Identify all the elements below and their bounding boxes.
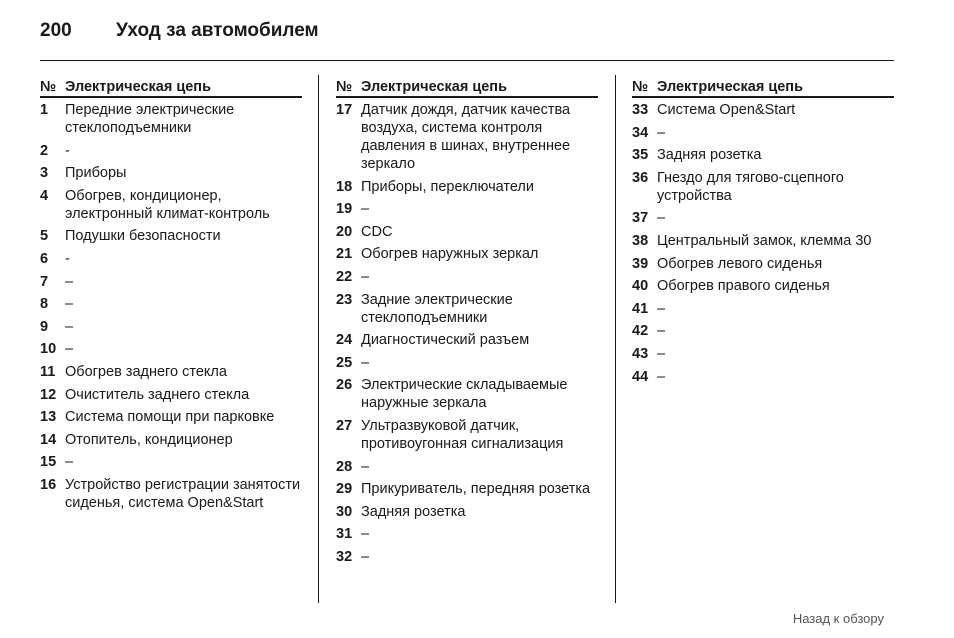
fuse-row: [40, 363, 302, 381]
circuit-name: –: [65, 273, 74, 290]
circuit-name: -: [65, 142, 70, 159]
fuse-row: [336, 525, 598, 543]
circuit-name: Датчик дождя, датчик качества воздуха, система контроля давления в шинах, внутреннее зеркало: [361, 102, 571, 172]
circuit-name: Обогрев заднего стекла: [65, 363, 227, 380]
fuse-number: 3: [40, 165, 49, 182]
circuit-name: CDC: [361, 223, 393, 240]
fuse-row: [632, 345, 894, 363]
column-divider: [318, 75, 319, 603]
fuse-row: [40, 295, 302, 313]
fuse-row: [40, 227, 302, 245]
fuse-number: 28: [336, 458, 353, 475]
circuit-name: Обогрев левого сиденья: [657, 255, 823, 272]
fuse-row: [336, 223, 598, 241]
circuit-name: Электрические складываемые наружные зеркала: [361, 377, 568, 412]
column-header: [632, 79, 894, 98]
circuit-name: Система помощи при парковке: [65, 409, 275, 426]
fuse-row: [40, 476, 302, 512]
column-header-label: Электрическая цепь: [65, 79, 211, 95]
fuse-row: [336, 178, 598, 196]
circuit-name: Передние электрические стеклоподъемники: [65, 102, 235, 136]
fuse-row: [336, 200, 598, 218]
fuse-number: 22: [336, 268, 353, 285]
circuit-name: –: [65, 454, 74, 471]
fuse-number: 17: [336, 102, 353, 118]
fuse-number: 32: [336, 548, 353, 565]
fuse-number: 34: [632, 124, 649, 141]
fuse-number: 36: [632, 169, 649, 186]
column-header-label: Электрическая цепь: [657, 79, 803, 95]
circuit-name: Очиститель заднего стекла: [65, 386, 250, 403]
circuit-name: –: [65, 341, 74, 358]
circuit-name: Отопитель, кондиционер: [65, 431, 233, 448]
page-number: 200: [40, 20, 72, 41]
fuse-row: [336, 503, 598, 521]
circuit-name: –: [361, 526, 370, 543]
fuse-row: [336, 548, 598, 566]
circuit-name: –: [657, 210, 666, 227]
fuse-number: 23: [336, 291, 353, 308]
fuse-column-2: [336, 79, 598, 571]
fuse-number: 12: [40, 386, 57, 403]
fuse-row: [632, 209, 894, 227]
fuse-row: [336, 458, 598, 476]
fuse-number: 6: [40, 250, 49, 267]
circuit-name: –: [361, 548, 370, 565]
circuit-name: –: [657, 368, 666, 385]
fuse-number: 26: [336, 377, 353, 394]
fuse-row: [40, 142, 302, 160]
fuse-column-3: [632, 79, 894, 390]
fuse-row: [336, 480, 598, 498]
column-header: [40, 79, 302, 98]
column-header-label: Электрическая цепь: [361, 79, 507, 95]
fuse-number: 33: [632, 102, 649, 118]
fuse-number: 40: [632, 278, 649, 295]
circuit-name: Ультразвуковой датчик, противоугонная сигнализация: [361, 417, 564, 452]
fuse-row: [336, 331, 598, 349]
circuit-name: Подушки безопасности: [65, 228, 221, 245]
fuse-row: [632, 124, 894, 142]
circuit-name: Обогрев правого сиденья: [657, 278, 830, 295]
circuit-name: Центральный замок, клемма 30: [657, 232, 872, 249]
circuit-name: Устройство регистрации занятости сиденья, система Open&Start: [65, 476, 301, 511]
circuit-name: Обогрев наружных зеркал: [361, 246, 539, 263]
page-title: Уход за автомобилем: [116, 20, 319, 41]
fuse-number: 31: [336, 526, 353, 543]
circuit-name: –: [361, 354, 370, 371]
fuse-row: [336, 417, 598, 453]
circuit-name: –: [657, 124, 666, 141]
fuse-number: 2: [40, 142, 49, 159]
fuse-number: 30: [336, 503, 353, 520]
fuse-row: [40, 273, 302, 291]
circuit-name: –: [361, 458, 370, 475]
fuse-list: [40, 101, 302, 512]
circuit-name: –: [361, 268, 370, 285]
circuit-name: Гнездо для тягово-сцепного устройства: [657, 169, 844, 204]
circuit-name: –: [657, 300, 666, 317]
fuse-number: 7: [40, 273, 49, 290]
fuse-number: 20: [336, 223, 353, 240]
fuse-number: 13: [40, 409, 57, 426]
fuse-row: [336, 245, 598, 263]
fuse-row: [632, 300, 894, 318]
fuse-number: 44: [632, 368, 649, 385]
fuse-row: [336, 354, 598, 372]
circuit-name: Приборы: [65, 165, 127, 182]
fuse-row: [40, 187, 302, 223]
column-divider: [615, 75, 616, 603]
fuse-number: 14: [40, 431, 57, 448]
fuse-number: 9: [40, 318, 49, 335]
fuse-number: 42: [632, 323, 649, 340]
fuse-number: 8: [40, 296, 49, 313]
fuse-number: 21: [336, 246, 353, 263]
fuse-number: 38: [632, 232, 649, 249]
fuse-row: [336, 376, 598, 412]
fuse-number: 4: [40, 187, 49, 204]
fuse-number: 39: [632, 255, 649, 272]
fuse-row: [40, 318, 302, 336]
circuit-name: Задние электрические стеклоподъемники: [361, 291, 513, 326]
fuse-row: [336, 268, 598, 286]
fuse-row: [336, 101, 598, 173]
fuse-list: [336, 101, 598, 566]
fuse-row: [632, 255, 894, 273]
circuit-name: Задняя розетка: [657, 147, 762, 164]
circuit-name: Прикуриватель, передняя розетка: [361, 481, 591, 498]
fuse-row: [632, 322, 894, 340]
circuit-name: -: [65, 250, 70, 267]
fuse-number: 35: [632, 147, 649, 164]
fuse-number: 24: [336, 332, 353, 349]
fuse-row: [40, 453, 302, 471]
circuit-name: –: [361, 201, 370, 218]
column-header-number: №: [336, 79, 353, 95]
fuse-number: 27: [336, 417, 353, 434]
fuse-row: [40, 164, 302, 182]
fuse-row: [632, 232, 894, 250]
fuse-row: [632, 277, 894, 295]
circuit-name: Задняя розетка: [361, 503, 466, 520]
fuse-number: 29: [336, 481, 353, 498]
circuit-name: –: [65, 296, 74, 313]
fuse-number: 11: [40, 363, 56, 380]
fuse-row: [632, 368, 894, 386]
fuse-row: [40, 250, 302, 268]
header-divider: [40, 60, 894, 61]
column-header: [336, 79, 598, 98]
fuse-row: [632, 169, 894, 205]
column-header-number: №: [632, 79, 649, 95]
fuse-row: [632, 101, 894, 119]
fuse-number: 43: [632, 345, 649, 362]
fuse-row: [40, 386, 302, 404]
fuse-number: 1: [40, 102, 49, 118]
fuse-row: [40, 101, 302, 137]
fuse-row: [336, 291, 598, 327]
fuse-number: 15: [40, 454, 57, 471]
circuit-name: –: [657, 323, 666, 340]
fuse-row: [40, 408, 302, 426]
fuse-row: [40, 340, 302, 358]
circuit-name: –: [657, 345, 666, 362]
circuit-name: Обогрев, кондиционер, электронный климат-контроль: [65, 187, 270, 222]
fuse-row: [40, 431, 302, 449]
fuse-number: 19: [336, 201, 353, 218]
fuse-number: 41: [632, 300, 649, 317]
fuse-column-1: [40, 79, 302, 517]
back-to-overview-link[interactable]: Назад к обзору: [792, 611, 884, 626]
fuse-number: 16: [40, 476, 57, 493]
fuse-number: 25: [336, 354, 353, 371]
fuse-list: [632, 101, 894, 386]
fuse-row: [632, 146, 894, 164]
column-header-number: №: [40, 79, 57, 95]
fuse-number: 18: [336, 178, 353, 195]
circuit-name: Приборы, переключатели: [361, 178, 534, 195]
circuit-name: –: [65, 318, 74, 335]
fuse-number: 10: [40, 341, 57, 358]
fuse-number: 37: [632, 210, 649, 227]
circuit-name: Система Open&Start: [657, 102, 796, 118]
circuit-name: Диагностический разъем: [361, 332, 530, 349]
fuse-number: 5: [40, 228, 49, 245]
